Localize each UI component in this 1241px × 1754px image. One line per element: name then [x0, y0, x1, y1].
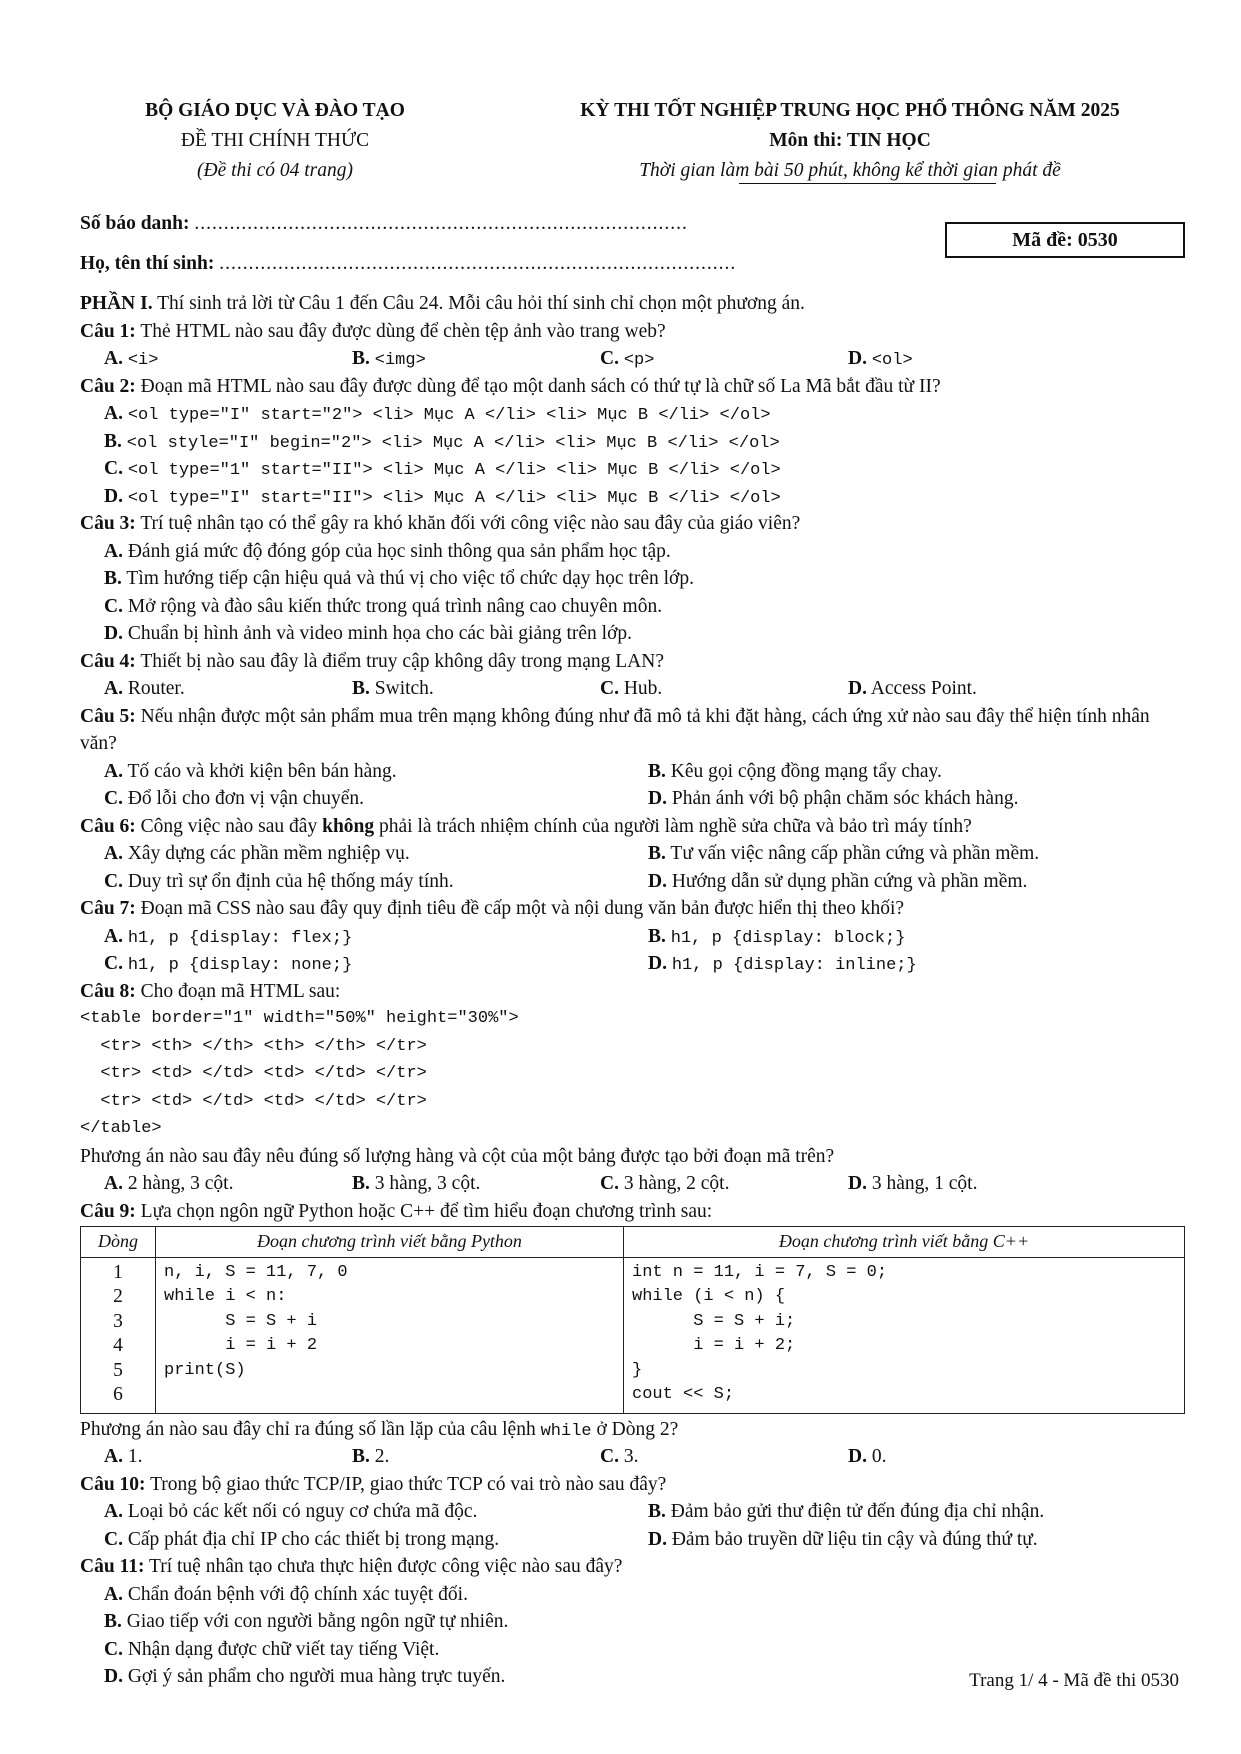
header-left — [90, 96, 460, 186]
code-line: <tr> <td> </td> <td> </td> </tr> — [80, 1064, 427, 1083]
option-b: B. h1, p {display: block;} — [648, 925, 906, 948]
part1-intro: PHẦN I. Thí sinh trả lời từ Câu 1 đến Câu 24. Mỗi câu hỏi thí sinh chỉ chọn một phương án. — [80, 293, 805, 314]
option-b: B. <ol style="I" begin="2"> <li> Mục A </li> <li> Mục B </li> </ol> — [104, 430, 780, 453]
option-d: D. h1, p {display: inline;} — [648, 953, 917, 975]
name-label: Họ, tên thí sinh: — [80, 253, 215, 274]
exam-title: KỲ THI TỐT NGHIỆP TRUNG HỌC PHỔ THÔNG NĂM 2025 — [580, 100, 1120, 121]
option-c: C. Mở rộng và đào sâu kiến thức trong quá trình nâng cao chuyên môn. — [104, 595, 663, 617]
option-d: D. 3 hàng, 1 cột. — [848, 1173, 978, 1194]
option-b: B. 3 hàng, 3 cột. — [352, 1173, 481, 1194]
code-line: </table> — [80, 1119, 162, 1138]
option-b: B. Switch. — [352, 678, 434, 699]
exam-content — [80, 290, 1190, 1691]
option-b: B. 2. — [352, 1446, 390, 1467]
option-a: A. 2 hàng, 3 cột. — [104, 1173, 234, 1194]
question-3: Câu 3: Trí tuệ nhân tạo có thể gây ra khó khăn đối với công việc nào sau đây của giáo viên? — [80, 513, 801, 534]
option-c: C. <p> — [600, 348, 655, 370]
option-a: A. <i> — [104, 348, 159, 370]
question-10-options-row2 — [80, 1526, 1190, 1554]
question-5-options-row2 — [80, 785, 1190, 813]
col-line-header: Dòng — [81, 1227, 156, 1258]
option-b: B. Giao tiếp với con người bằng ngôn ngữ tự nhiên. — [104, 1611, 509, 1632]
ministry-name: BỘ GIÁO DỤC VÀ ĐÀO TẠO — [145, 100, 405, 121]
question-1-options — [80, 345, 1190, 373]
option-a: A. Đánh giá mức độ đóng góp của học sinh thông qua sản phẩm học tập. — [104, 540, 671, 562]
sbd-dots: .................................................................................... — [194, 213, 688, 234]
name-dots: ........................................................................................ — [219, 253, 737, 274]
col-cpp-header: Đoạn chương trình viết bằng C++ — [624, 1227, 1185, 1258]
exam-code-box: Mã đề: 0530 — [945, 222, 1185, 258]
option-d: D. Access Point. — [848, 678, 977, 699]
option-b: B. <img> — [352, 348, 426, 370]
option-a: A. h1, p {display: flex;} — [104, 925, 353, 948]
question-9-options — [80, 1443, 1190, 1471]
option-a: A. 1. — [104, 1446, 143, 1467]
question-7: Câu 7: Đoạn mã CSS nào sau đây quy định tiêu đề cấp một và nội dung văn bản được hiển thị theo khối? — [80, 898, 905, 919]
question-10-options-row1 — [80, 1498, 1190, 1526]
option-c: C. Cấp phát địa chỉ IP cho các thiết bị trong mạng. — [104, 1528, 500, 1550]
question-4-options — [80, 675, 1190, 703]
option-a: A. Xây dựng các phần mềm nghiệp vụ. — [104, 843, 410, 864]
question-7-options-row2 — [80, 950, 1190, 978]
option-a: A. Tố cáo và khởi kiện bên bán hàng. — [104, 760, 397, 782]
question-9-prompt: Phương án nào sau đây chỉ ra đúng số lần lặp của câu lệnh while ở Dòng 2? — [80, 1418, 679, 1441]
sbd-label: Số báo danh: — [80, 213, 190, 234]
question-10: Câu 10: Trong bộ giao thức TCP/IP, giao thức TCP có vai trò nào sau đây? — [80, 1473, 667, 1495]
question-6-options-row2 — [80, 868, 1190, 896]
option-a: A. Router. — [104, 678, 185, 699]
option-c: C. <ol type="1" start="II"> <li> Mục A </li> <li> Mục B </li> </ol> — [104, 458, 781, 480]
question-8-prompt: Phương án nào sau đây nêu đúng số lượng hàng và cột của một bảng được tạo bởi đoạn mã trên? — [80, 1145, 835, 1167]
question-6: Câu 6: Công việc nào sau đây không phải là trách nhiệm chính của người làm nghề sửa chữa và bảo trì máy tính? — [80, 815, 972, 837]
option-c: C. 3. — [600, 1446, 639, 1467]
option-d: D. Đảm bảo truyền dữ liệu tin cậy và đúng thứ tự. — [648, 1528, 1038, 1550]
option-b: B. Đảm bảo gửi thư điện tử đến đúng địa chỉ nhận. — [648, 1501, 1045, 1522]
question-8-options — [80, 1170, 1190, 1198]
option-d: D. Phản ánh với bộ phận chăm sóc khách hàng. — [648, 788, 1019, 809]
option-d: D. Gợi ý sản phẩm cho người mua hàng trực tuyến. — [104, 1666, 506, 1687]
option-a: A. Chẩn đoán bệnh với độ chính xác tuyệt đối. — [104, 1583, 468, 1605]
question-4: Câu 4: Thiết bị nào sau đây là điểm truy cập không dây trong mạng LAN? — [80, 650, 664, 672]
option-c: C. Hub. — [600, 678, 663, 699]
candidate-name-line — [80, 253, 736, 275]
option-b: B. Tìm hướng tiếp cận hiệu quả và thú vị cho việc tổ chức dạy học trên lớp. — [104, 568, 694, 589]
option-c: C. h1, p {display: none;} — [104, 953, 353, 975]
python-code: n, i, S = 11, 7, 0 while i < n: S = S + i i = i + 2 print(S) — [156, 1257, 624, 1411]
code-line: <tr> <td> </td> <td> </td> </tr> — [80, 1091, 427, 1111]
time-note: Thời gian làm bài 50 phút, không kể thời gian phát đề — [639, 156, 1061, 186]
candidate-number-line — [80, 213, 688, 235]
line-numbers: 1 2 3 4 5 6 — [81, 1257, 156, 1411]
subject: Môn thi: TIN HỌC — [769, 130, 931, 151]
official-label: ĐỀ THI CHÍNH THỨC — [180, 130, 370, 151]
option-c: C. Nhận dạng được chữ viết tay tiếng Việt. — [104, 1638, 440, 1660]
option-d: D. <ol> — [848, 348, 913, 370]
question-1: Câu 1: Thẻ HTML nào sau đây được dùng để chèn tệp ảnh vào trang web? — [80, 320, 666, 342]
question-7-options-row1 — [80, 923, 1190, 951]
question-9: Câu 9: Lựa chọn ngôn ngữ Python hoặc C++ để tìm hiểu đoạn chương trình sau: — [80, 1200, 713, 1222]
header-right — [500, 96, 1200, 186]
option-a: A. Loại bỏ các kết nối có nguy cơ chứa mã độc. — [104, 1501, 478, 1522]
question-6-options-row1 — [80, 840, 1190, 868]
option-d: D. Chuẩn bị hình ảnh và video minh họa cho các bài giảng trên lớp. — [104, 623, 633, 644]
page-footer: Trang 1/ 4 - Mã đề thi 0530 — [969, 1670, 1179, 1691]
option-c: C. Duy trì sự ổn định của hệ thống máy tính. — [104, 870, 454, 892]
option-c: C. Đổ lỗi cho đơn vị vận chuyển. — [104, 788, 364, 809]
question-2: Câu 2: Đoạn mã HTML nào sau đây được dùng để tạo một danh sách có thứ tự là chữ số La Mã bắt đầu từ II? — [80, 375, 941, 397]
code-line: <table border="1" width="50%" height="30%"> — [80, 1009, 519, 1028]
option-c: C. 3 hàng, 2 cột. — [600, 1173, 730, 1194]
question-11: Câu 11: Trí tuệ nhân tạo chưa thực hiện được công việc nào sau đây? — [80, 1556, 623, 1577]
option-d: D. 0. — [848, 1446, 887, 1467]
code-line: <tr> <th> </th> <th> </th> </tr> — [80, 1036, 427, 1056]
option-d: D. Hướng dẫn sử dụng phần cứng và phần mềm. — [648, 870, 1028, 892]
question-5-options-row1 — [80, 758, 1190, 786]
question-8: Câu 8: Cho đoạn mã HTML sau: — [80, 980, 341, 1002]
question-5: Câu 5: Nếu nhận được một sản phẩm mua trên mạng không đúng như đã mô tả khi đặt hàng, cách ứng xử nào sau đây thể hiện tính nhân văn? — [80, 705, 1150, 754]
option-a: A. <ol type="I" start="2"> <li> Mục A </li> <li> Mục B </li> </ol> — [104, 403, 771, 425]
option-b: B. Tư vấn việc nâng cấp phần cứng và phần mềm. — [648, 843, 1040, 864]
col-python-header: Đoạn chương trình viết bằng Python — [156, 1227, 624, 1258]
pages-note: (Đề thi có 04 trang) — [197, 160, 353, 181]
option-d: D. <ol type="I" start="II"> <li> Mục A </li> <li> Mục B </li> </ol> — [104, 485, 781, 508]
cpp-code: int n = 11, i = 7, S = 0; while (i < n) { S = S + i; i = i + 2; } cout << S; — [624, 1257, 1185, 1411]
option-b: B. Kêu gọi cộng đồng mạng tẩy chay. — [648, 760, 942, 782]
code-table — [80, 1226, 1185, 1414]
